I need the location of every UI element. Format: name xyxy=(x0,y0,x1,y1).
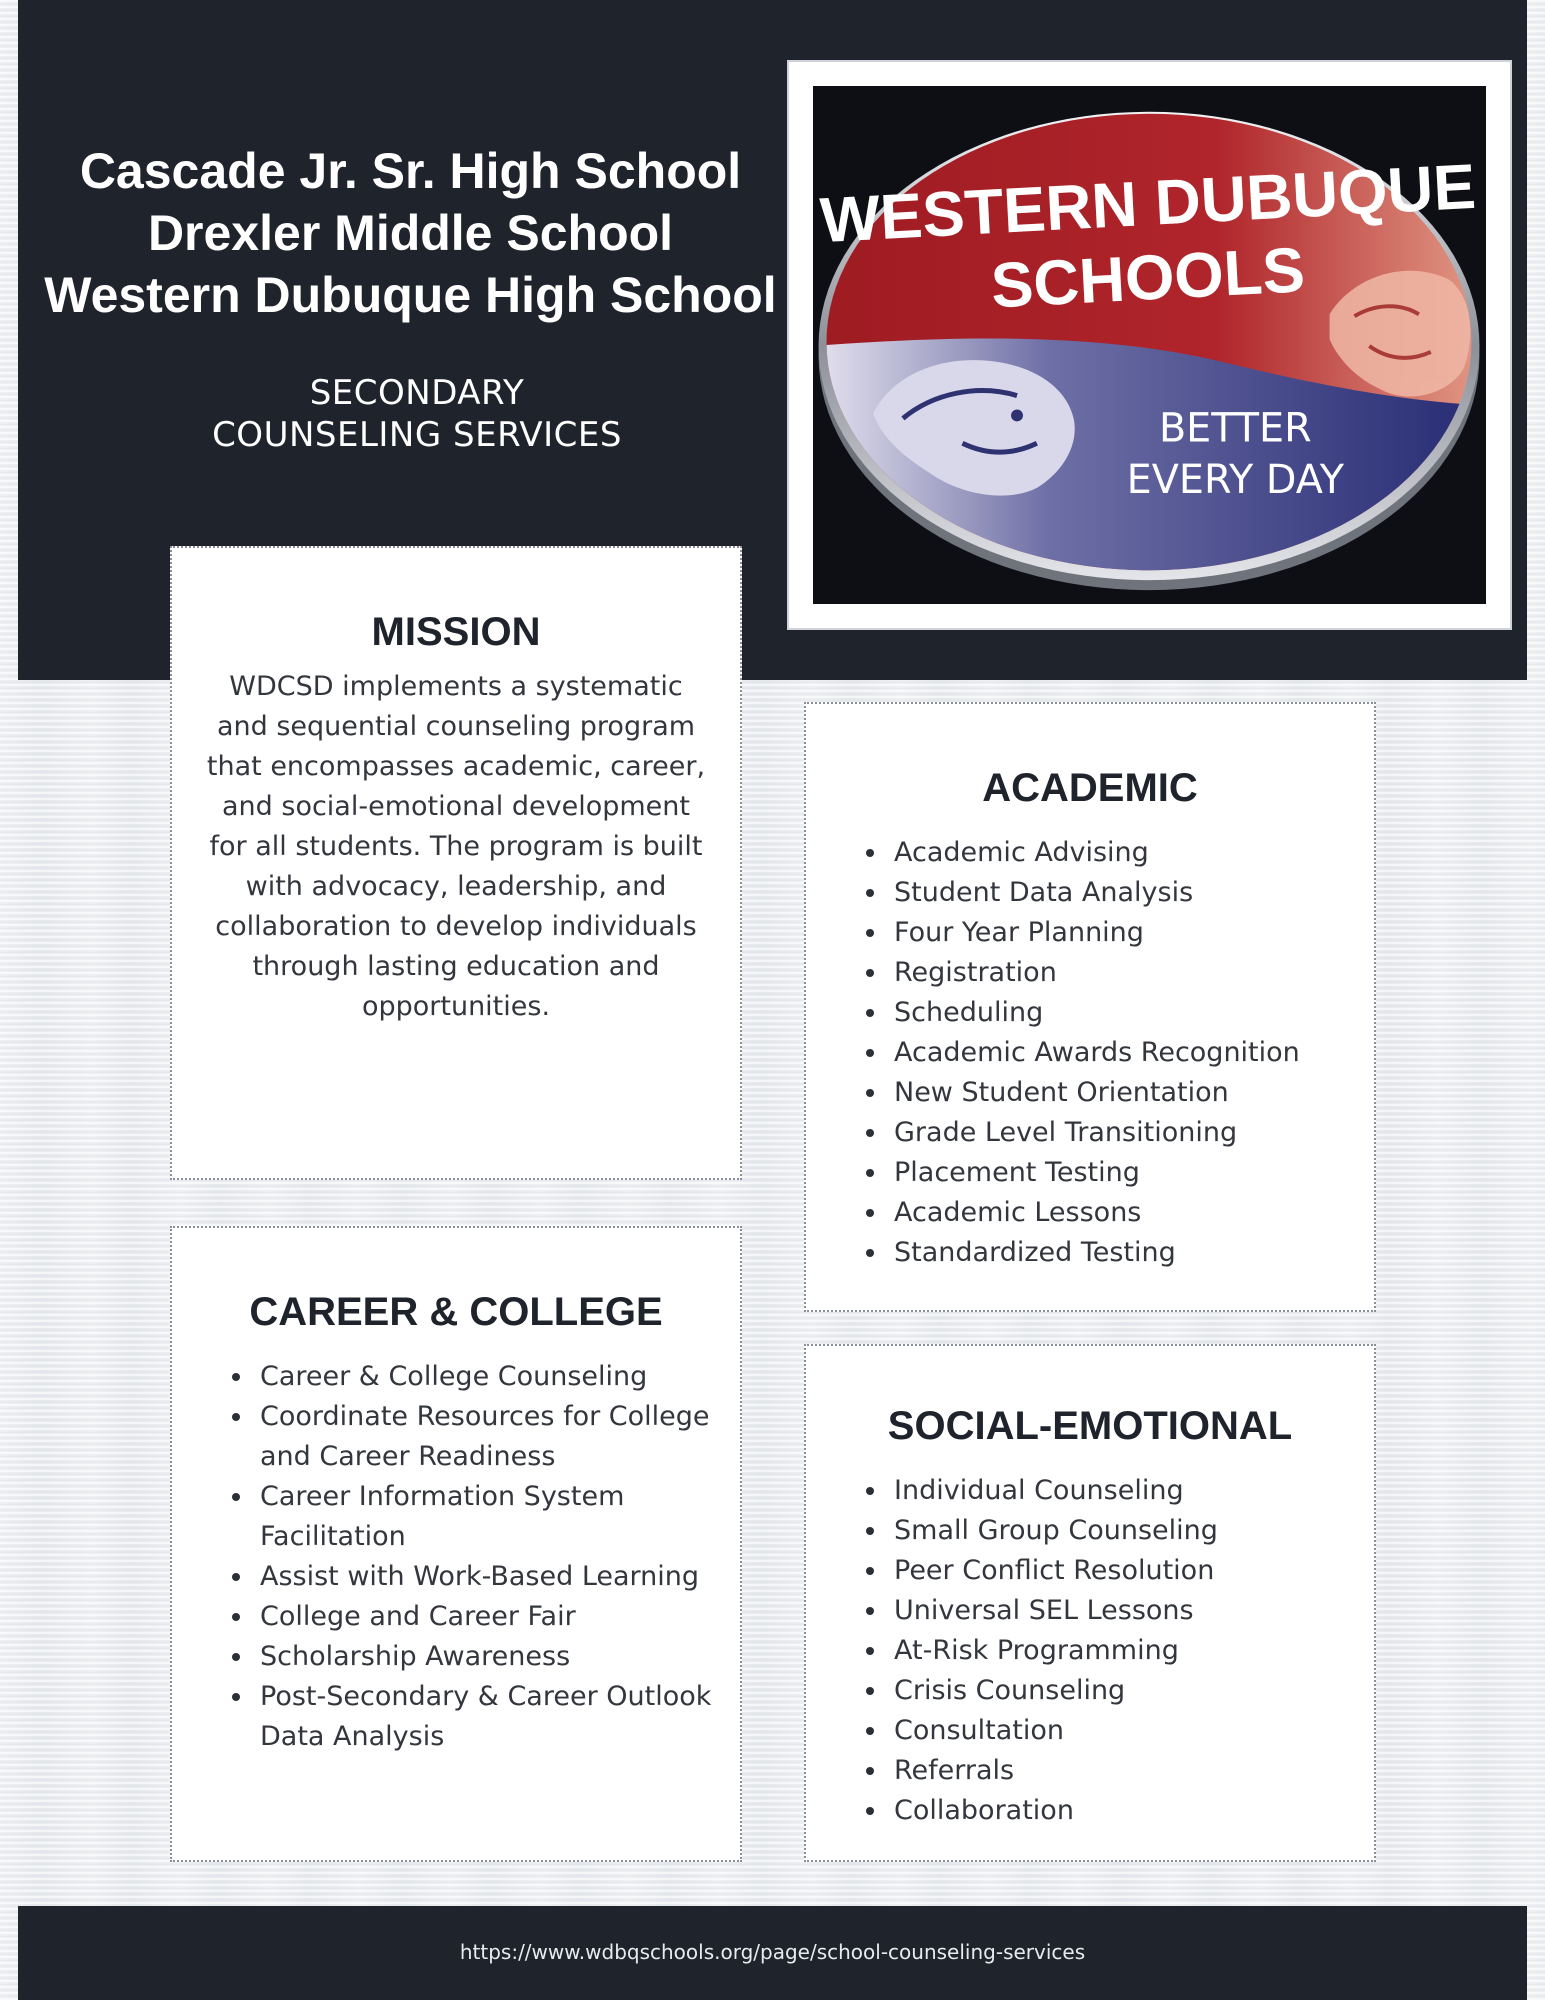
list-item: Small Group Counseling xyxy=(864,1511,1354,1551)
logo-frame xyxy=(787,60,1512,630)
list-item: College and Career Fair xyxy=(230,1597,720,1637)
list-item: Universal SEL Lessons xyxy=(864,1591,1354,1631)
list-item: Consultation xyxy=(864,1711,1354,1751)
school-name-western-dubuque: Western Dubuque High School xyxy=(44,267,777,323)
list-item: At-Risk Programming xyxy=(864,1631,1354,1671)
academic-card xyxy=(804,702,1376,1312)
school-name-cascade: Cascade Jr. Sr. High School xyxy=(79,143,742,199)
social-emotional-list xyxy=(806,1471,1374,1831)
list-item: Peer Conflict Resolution xyxy=(864,1551,1354,1591)
career-college-card xyxy=(170,1226,742,1862)
list-item: Crisis Counseling xyxy=(864,1671,1354,1711)
academic-title: ACADEMIC xyxy=(982,766,1198,810)
list-item: New Student Orientation xyxy=(864,1073,1354,1113)
list-item: Placement Testing xyxy=(864,1153,1354,1193)
footer-url-link[interactable]: https://www.wdbqschools.org/page/school-counseling-services xyxy=(459,1940,1086,1964)
district-logo xyxy=(813,86,1486,604)
list-item: Coordinate Resources for College and Career Readiness xyxy=(230,1397,720,1477)
list-item: Registration xyxy=(864,953,1354,993)
career-college-title: CAREER & COLLEGE xyxy=(249,1290,663,1334)
list-item: Assist with Work-Based Learning xyxy=(230,1557,720,1597)
mission-text: WDCSD implements a systematic and sequential counseling program that encompasses academic, career, and social-emotional development for all students. The program is built with advocacy, leadership, and collaboration to develop individuals through lasting education and opportunities. xyxy=(206,671,706,1022)
list-item: Grade Level Transitioning xyxy=(864,1113,1354,1153)
career-college-list xyxy=(172,1357,740,1757)
mission-card xyxy=(170,546,742,1180)
list-item: Referrals xyxy=(864,1751,1354,1791)
list-item: Four Year Planning xyxy=(864,913,1354,953)
logo-graphic xyxy=(813,86,1486,604)
list-item: Scheduling xyxy=(864,993,1354,1033)
services-line-2: COUNSELING SERVICES xyxy=(212,415,622,455)
academic-list xyxy=(806,833,1374,1273)
logo-text-line1: WESTERN DUBUQUE xyxy=(818,151,1478,257)
list-item: Academic Awards Recognition xyxy=(864,1033,1354,1073)
mission-title: MISSION xyxy=(371,610,541,654)
list-item: Individual Counseling xyxy=(864,1471,1354,1511)
school-names xyxy=(28,140,793,326)
list-item: Post-Secondary & Career Outlook Data Analysis xyxy=(230,1677,720,1757)
services-line-1: SECONDARY xyxy=(309,373,525,413)
list-item: Career & College Counseling xyxy=(230,1357,720,1397)
social-emotional-title: SOCIAL-EMOTIONAL xyxy=(887,1404,1293,1448)
list-item: Student Data Analysis xyxy=(864,873,1354,913)
list-item: Scholarship Awareness xyxy=(230,1637,720,1677)
logo-tagline1: BETTER xyxy=(1158,405,1312,452)
logo-tagline2: EVERY DAY xyxy=(1126,456,1345,503)
footer-band xyxy=(18,1906,1527,2000)
school-name-drexler: Drexler Middle School xyxy=(147,205,674,261)
list-item: Career Information System Facilitation xyxy=(230,1477,720,1557)
list-item: Academic Advising xyxy=(864,833,1354,873)
list-item: Academic Lessons xyxy=(864,1193,1354,1233)
list-item: Standardized Testing xyxy=(864,1233,1354,1273)
list-item: Collaboration xyxy=(864,1791,1354,1831)
social-emotional-card xyxy=(804,1344,1376,1862)
logo-text-line2: SCHOOLS xyxy=(989,235,1307,322)
services-subtitle xyxy=(28,372,806,456)
